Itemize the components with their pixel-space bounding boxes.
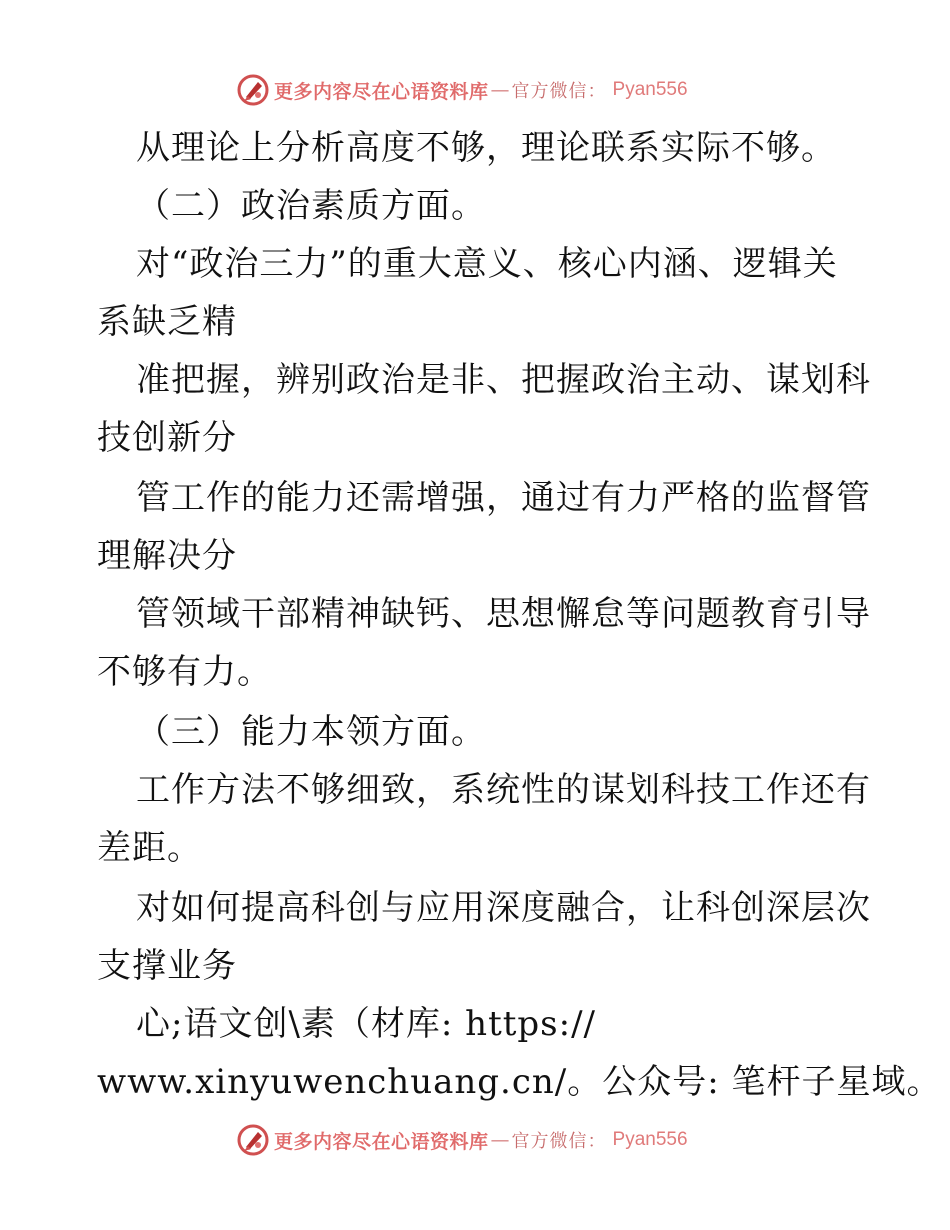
text-line: 支撑业务 xyxy=(97,946,237,986)
watermark-text: 更多内容尽在心语资料库 xyxy=(274,80,489,103)
pen-nib-logo-icon xyxy=(236,1123,270,1157)
text-line: 理解决分 xyxy=(97,536,237,576)
text-line: 心;语文创\素（材库: https:// xyxy=(136,1004,596,1044)
text-line: 差距。 xyxy=(97,828,202,868)
watermark-wechat-id: Pyan556 xyxy=(612,1129,688,1150)
watermark-official-label: 官方微信： xyxy=(511,1131,607,1152)
watermark-wechat-id: Pyan556 xyxy=(612,79,688,100)
text-line: www.xinyuwenchuang.cn/。公众号: 笔杆子星域。 xyxy=(97,1062,942,1102)
section-heading: （三）能力本领方面。 xyxy=(136,712,486,752)
text-line: 从理论上分析高度不够，理论联系实际不够。 xyxy=(136,128,836,168)
section-heading: （二）政治素质方面。 xyxy=(136,186,486,226)
text-line: 准把握，辨别政治是非、把握政治主动、谋划科 xyxy=(136,360,871,400)
watermark-dash: — xyxy=(490,1129,510,1151)
text-line: 系缺乏精 xyxy=(97,302,237,342)
watermark-footer xyxy=(236,1122,688,1158)
text-line: 对如何提高科创与应用深度融合，让科创深层次 xyxy=(136,888,871,928)
watermark-official-label: 官方微信： xyxy=(511,81,607,102)
pen-nib-logo-icon xyxy=(236,73,270,107)
text-line: 管领域干部精神缺钙、思想懈怠等问题教育引导 xyxy=(136,594,871,634)
text-line: 管工作的能力还需增强，通过有力严格的监督管 xyxy=(136,478,871,518)
text-line: 对“政治三力”的重大意义、核心内涵、逻辑关 xyxy=(136,244,838,284)
watermark-text: 更多内容尽在心语资料库 xyxy=(274,1130,489,1153)
text-line: 工作方法不够细致，系统性的谋划科技工作还有 xyxy=(136,770,871,810)
text-line: 技创新分 xyxy=(97,418,237,458)
watermark-header xyxy=(236,72,688,108)
text-line: 不够有力。 xyxy=(97,652,272,692)
watermark-dash: — xyxy=(490,79,510,101)
